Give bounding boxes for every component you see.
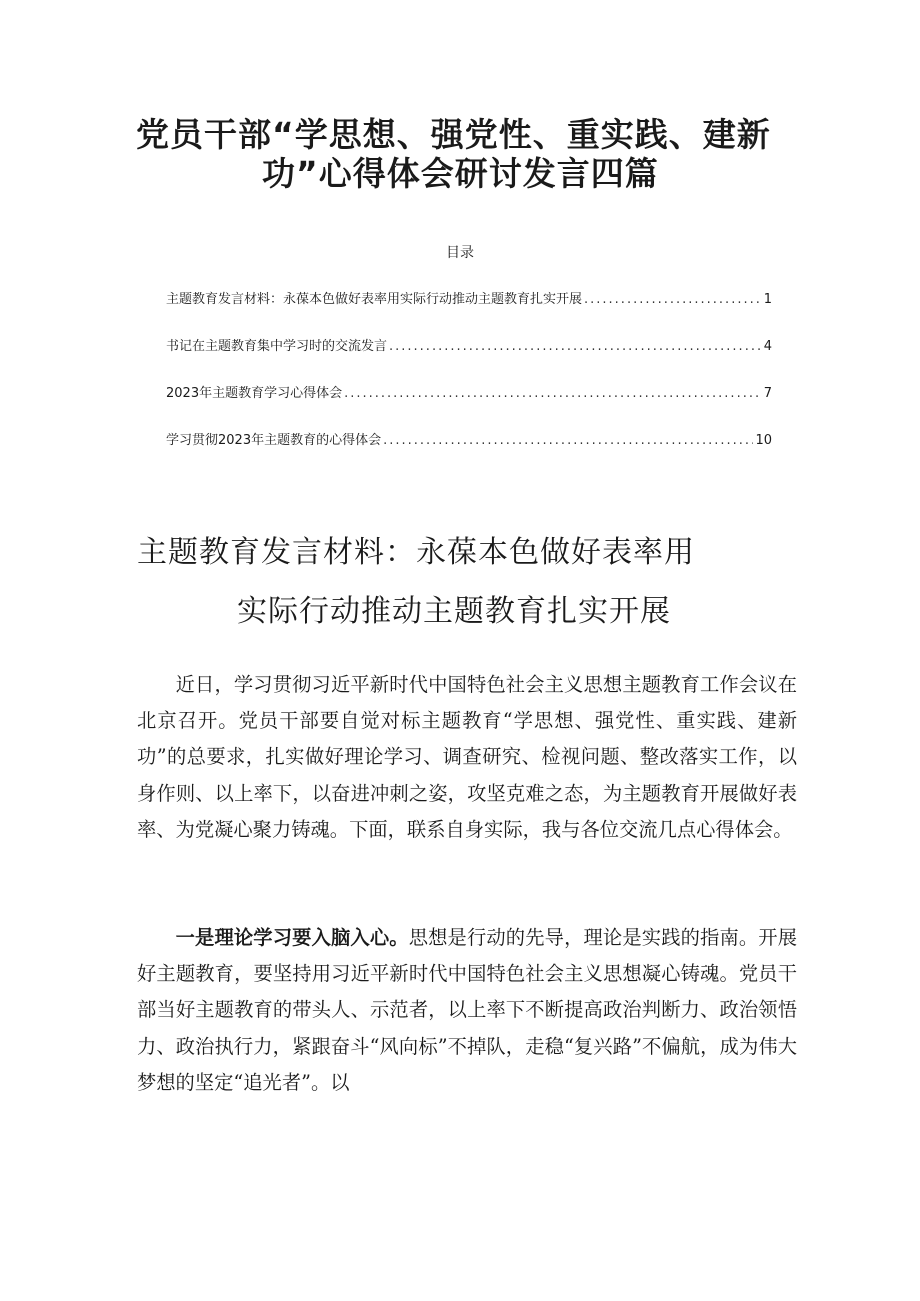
toc-item-2[interactable] bbox=[166, 339, 772, 355]
toc-item-page: 1 bbox=[763, 292, 772, 307]
paragraph-lead-text: 一是理论学习要入脑入心。 bbox=[175, 926, 409, 949]
toc-leader-dots bbox=[383, 433, 753, 449]
toc-item-1[interactable] bbox=[166, 292, 772, 308]
document-title-line-1: 党员干部“学思想、强党性、重实践、建新 bbox=[136, 115, 771, 154]
toc-item-page: 10 bbox=[755, 433, 772, 448]
toc-leader-dots bbox=[389, 339, 762, 355]
toc-leader-dots bbox=[344, 386, 762, 402]
toc-item-title: 学习贯彻2023年主题教育的心得体会 bbox=[166, 433, 382, 448]
toc-item-page: 4 bbox=[763, 339, 772, 354]
toc-item-title: 书记在主题教育集中学习时的交流发言 bbox=[166, 339, 388, 354]
toc-item-page: 7 bbox=[763, 386, 772, 401]
table-of-contents bbox=[166, 292, 772, 480]
body-paragraph-2 bbox=[137, 920, 797, 1101]
document-title-line-2: 功”心得体会研讨发言四篇 bbox=[262, 154, 659, 193]
paragraph-body-text: 思想是行动的先导，理论是实践的指南。开展好主题教育，要坚持用习近平新时代中国特色社会主义思想凝心铸魂。党员干部当好主题教育的带头人、示范者，以上率下不断提高政治判断力、政治领悟力、政治执行力，紧跟奋斗“风向标”不掉队，走稳“复兴路”不偏航，成为伟大梦想的坚定“追光者”。以 bbox=[137, 926, 798, 1094]
section-title-line-2: 实际行动推动主题教育扎实开展 bbox=[237, 594, 671, 629]
body-paragraph-1: 近日，学习贯彻习近平新时代中国特色社会主义思想主题教育工作会议在北京召开。党员干部要自觉对标主题教育“学思想、强党性、重实践、建新功”的总要求，扎实做好理论学习、调查研究、检视问题、整改落实工作，以身作则、以上率下，以奋进冲刺之姿，攻坚克难之态，为主题教育开展做好表率、为党凝心聚力铸魂。下面，联系自身实际，我与各位交流几点心得体会。 bbox=[137, 673, 797, 841]
toc-item-4[interactable] bbox=[166, 433, 772, 449]
section-title-line-1: 主题教育发言材料：永葆本色做好表率用 bbox=[137, 535, 695, 570]
toc-item-3[interactable] bbox=[166, 386, 772, 402]
toc-item-title: 2023年主题教育学习心得体会 bbox=[166, 386, 343, 401]
toc-heading: 目录 bbox=[446, 245, 474, 261]
toc-item-title: 主题教育发言材料：永葆本色做好表率用实际行动推动主题教育扎实开展 bbox=[166, 292, 583, 307]
toc-leader-dots bbox=[584, 292, 762, 308]
